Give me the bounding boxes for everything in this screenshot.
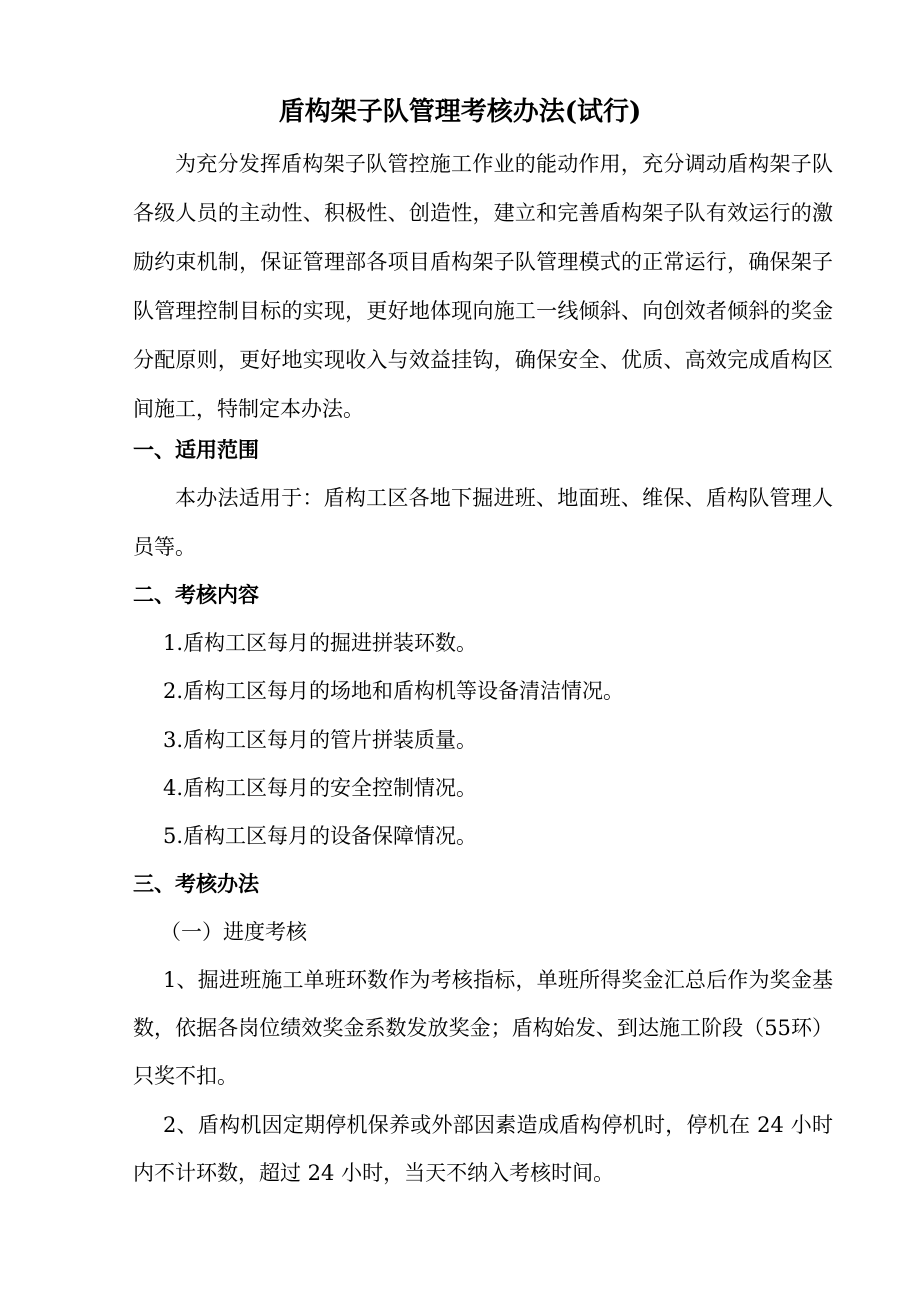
subheading-progress: （一）进度考核 xyxy=(160,920,307,944)
method-paragraph-1: 1、掘进班施工单班环数作为考核指标，单班所得奖金汇总后作为奖金基数，依据各岗位绩效奖金系数发放奖金；盾构始发、到达施工阶段（55环）只奖不扣。 xyxy=(133,968,833,1088)
content-item-2: 2.盾构工区每月的场地和盾构机等设备清洁情况。 xyxy=(163,679,625,703)
scope-paragraph: 本办法适用于：盾构工区各地下掘进班、地面班、维保、盾构队管理人员等。 xyxy=(133,486,833,559)
section-heading-scope: 一、适用范围 xyxy=(133,437,259,462)
section-heading-content: 二、考核内容 xyxy=(133,582,259,607)
content-item-3: 3.盾构工区每月的管片拼装质量。 xyxy=(163,728,478,752)
section-heading-method: 三、考核办法 xyxy=(133,871,259,896)
intro-paragraph: 为充分发挥盾构架子队管控施工作业的能动作用，充分调动盾构架子队各级人员的主动性、积极性、创造性，建立和完善盾构架子队有效运行的激励约束机制，保证管理部各项目盾构架子队管理模式的正常运行，确保架子队管理控制目标的实现，更好地体现向施工一线倾斜、向创效者倾斜的奖金分配原则，更好地实现收入与效益挂钩，确保安全、优质、高效完成盾构区间施工，特制定本办法。 xyxy=(133,152,833,421)
content-item-1: 1.盾构工区每月的掘进拼装环数。 xyxy=(163,631,478,655)
document-title: 盾构架子队管理考核办法(试行) xyxy=(278,97,642,127)
content-item-4: 4.盾构工区每月的安全控制情况。 xyxy=(163,776,478,800)
content-item-5: 5.盾构工区每月的设备保障情况。 xyxy=(163,824,478,848)
method-paragraph-2: 2、盾构机因定期停机保养或外部因素造成盾构停机时，停机在 24 小时内不计环数，超过 24 小时，当天不纳入考核时间。 xyxy=(133,1113,833,1185)
